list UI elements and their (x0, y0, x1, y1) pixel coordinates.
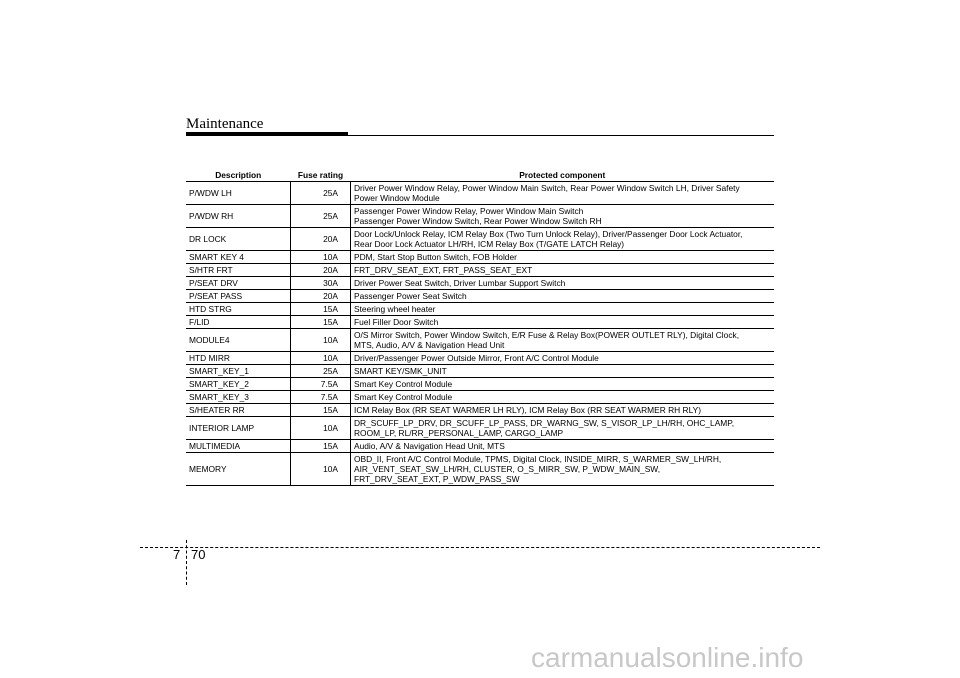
table-row (186, 264, 774, 277)
fuse-description: INTERIOR LAMP (186, 417, 291, 440)
fuse-rating: 7.5A (291, 391, 351, 404)
column-header-fuse-rating: Fuse rating (291, 168, 351, 182)
fuse-description: P/SEAT DRV (186, 277, 291, 290)
table-row (186, 365, 774, 378)
fuse-description: SMART KEY 4 (186, 251, 291, 264)
protected-component: OBD_II, Front A/C Control Module, TPMS, Digital Clock, INSIDE_MIRR, S_WARMER_SW_LH/RH, AIR_VENT_SEAT_SW_LH/RH, CLUSTER, O_S_MIRR_SW, P_WDW_MAIN_SW, FRT_DRV_SEAT_EXT, P_WDW_PASS_SW (351, 453, 775, 486)
protected-component: PDM, Start Stop Button Switch, FOB Holder (351, 251, 775, 264)
table-row (186, 290, 774, 303)
table-row (186, 352, 774, 365)
column-header-protected-component: Protected component (351, 168, 775, 182)
protected-component: Fuel Filler Door Switch (351, 316, 775, 329)
fuse-description: DR LOCK (186, 228, 291, 251)
table-row (186, 417, 774, 440)
fuse-rating: 15A (291, 303, 351, 316)
fuse-rating: 25A (291, 205, 351, 228)
table-row (186, 453, 774, 486)
protected-component: Smart Key Control Module (351, 391, 775, 404)
page-title: Maintenance (186, 116, 264, 132)
fuse-rating: 25A (291, 182, 351, 205)
fuse-rating: 30A (291, 277, 351, 290)
protected-component: Driver Power Window Relay, Power Window Main Switch, Rear Power Window Switch LH, Driver Safety Power Window Module (351, 182, 775, 205)
fuse-rating: 15A (291, 404, 351, 417)
table-body (186, 182, 774, 486)
protected-component: Driver/Passenger Power Outside Mirror, Front A/C Control Module (351, 352, 775, 365)
watermark-text[interactable]: carmanualsonline.info (531, 642, 804, 673)
fuse-rating: 7.5A (291, 378, 351, 391)
header-rule (186, 135, 774, 136)
protected-component: Steering wheel heater (351, 303, 775, 316)
protected-component: SMART KEY/SMK_UNIT (351, 365, 775, 378)
protected-component: Passenger Power Seat Switch (351, 290, 775, 303)
fuse-description: HTD MIRR (186, 352, 291, 365)
table-row (186, 182, 774, 205)
fuse-description: SMART_KEY_2 (186, 378, 291, 391)
fuse-description: MULTIMEDIA (186, 440, 291, 453)
fuse-rating: 20A (291, 228, 351, 251)
table-row (186, 440, 774, 453)
fuse-rating: 10A (291, 352, 351, 365)
fuse-rating: 15A (291, 316, 351, 329)
protected-component: Audio, A/V & Navigation Head Unit, MTS (351, 440, 775, 453)
fuse-rating: 20A (291, 264, 351, 277)
protected-component: Driver Power Seat Switch, Driver Lumbar Support Switch (351, 277, 775, 290)
fuse-rating: 10A (291, 453, 351, 486)
table-header-row (186, 168, 774, 182)
fuse-rating: 15A (291, 440, 351, 453)
page-number: 70 (191, 547, 206, 562)
fuse-description: HTD STRG (186, 303, 291, 316)
chapter-number: 7 (173, 547, 181, 562)
fuse-description: S/HTR FRT (186, 264, 291, 277)
table-row (186, 228, 774, 251)
fuse-description: SMART_KEY_1 (186, 365, 291, 378)
protected-component: Passenger Power Window Relay, Power Window Main Switch Passenger Power Window Switch, Rear Power Window Switch RH (351, 205, 775, 228)
fuse-table (186, 168, 774, 486)
fuse-rating: 25A (291, 365, 351, 378)
protected-component: Smart Key Control Module (351, 378, 775, 391)
protected-component: FRT_DRV_SEAT_EXT, FRT_PASS_SEAT_EXT (351, 264, 775, 277)
fuse-description: SMART_KEY_3 (186, 391, 291, 404)
fuse-description: S/HEATER RR (186, 404, 291, 417)
footer-vertical-divider (186, 540, 187, 585)
protected-component: ICM Relay Box (RR SEAT WARMER LH RLY), ICM Relay Box (RR SEAT WARMER RH RLY) (351, 404, 775, 417)
table-row (186, 316, 774, 329)
fuse-description: MEMORY (186, 453, 291, 486)
fuse-description: P/WDW RH (186, 205, 291, 228)
fuse-description: F/LID (186, 316, 291, 329)
fuse-description: MODULE4 (186, 329, 291, 352)
table-row (186, 303, 774, 316)
table-row (186, 378, 774, 391)
fuse-rating: 10A (291, 417, 351, 440)
fuse-rating: 10A (291, 329, 351, 352)
table-row (186, 277, 774, 290)
table-row (186, 404, 774, 417)
table-row (186, 251, 774, 264)
protected-component: DR_SCUFF_LP_DRV, DR_SCUFF_LP_PASS, DR_WARNG_SW, S_VISOR_LP_LH/RH, OHC_LAMP, ROOM_LP, RL/RR_PERSONAL_LAMP, CARGO_LAMP (351, 417, 775, 440)
protected-component: Door Lock/Unlock Relay, ICM Relay Box (Two Turn Unlock Relay), Driver/Passenger Door Lock Actuator, Rear Door Lock Actuator LH/RH, ICM Relay Box (T/GATE LATCH Relay) (351, 228, 775, 251)
protected-component: O/S Mirror Switch, Power Window Switch, E/R Fuse & Relay Box(POWER OUTLET RLY), Digital Clock, MTS, Audio, A/V & Navigation Head Unit (351, 329, 775, 352)
fuse-rating: 10A (291, 251, 351, 264)
fuse-rating: 20A (291, 290, 351, 303)
table-row (186, 205, 774, 228)
table-row (186, 391, 774, 404)
column-header-description: Description (186, 168, 291, 182)
footer-divider (140, 547, 820, 548)
fuse-description: P/SEAT PASS (186, 290, 291, 303)
fuse-description: P/WDW LH (186, 182, 291, 205)
table-row (186, 329, 774, 352)
